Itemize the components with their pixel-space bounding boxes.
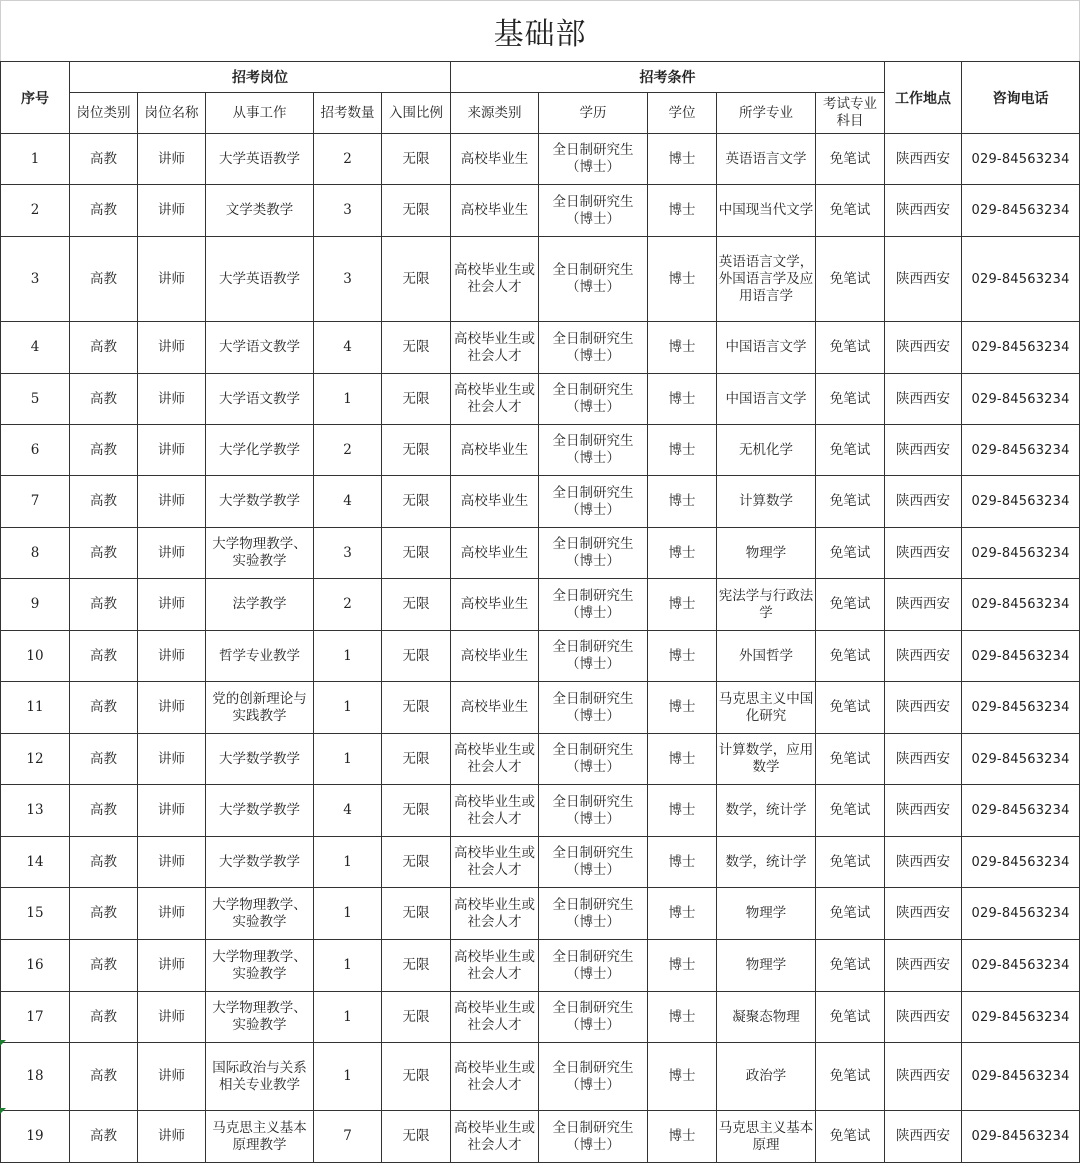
cell-seq: 17 [1,992,70,1043]
cell-ratio: 无限 [382,528,451,579]
cell-count: 4 [314,322,382,374]
cell-degree: 博士 [648,322,717,374]
cell-phone: 029-84563234 [962,1111,1080,1163]
cell-major: 英语语言文学，外国语言学及应用语言学 [717,237,816,322]
cell-phone: 029-84563234 [962,374,1080,425]
cell-post-name: 讲师 [138,837,206,888]
cell-location: 陕西西安 [885,785,962,837]
cell-exam: 免笔试 [816,631,885,682]
cell-count: 7 [314,1111,382,1163]
cell-post-type: 高教 [70,940,138,992]
cell-exam: 免笔试 [816,237,885,322]
cell-seq: 9 [1,579,70,631]
cell-comment-marker [0,1108,6,1114]
cell-degree: 博士 [648,785,717,837]
cell-education: 全日制研究生（博士） [539,185,648,237]
table-row [1,940,1080,992]
cell-education: 全日制研究生（博士） [539,837,648,888]
cell-phone: 029-84563234 [962,185,1080,237]
cell-ratio: 无限 [382,425,451,476]
cell-exam: 免笔试 [816,322,885,374]
cell-exam: 免笔试 [816,888,885,940]
cell-location: 陕西西安 [885,734,962,785]
cell-count: 3 [314,185,382,237]
cell-ratio: 无限 [382,631,451,682]
cell-location: 陕西西安 [885,631,962,682]
cell-ratio: 无限 [382,1043,451,1111]
cell-education: 全日制研究生（博士） [539,322,648,374]
cell-work: 法学教学 [206,579,314,631]
cell-post-name: 讲师 [138,134,206,185]
cell-education: 全日制研究生（博士） [539,682,648,734]
cell-seq: 2 [1,185,70,237]
cell-location: 陕西西安 [885,682,962,734]
cell-degree: 博士 [648,940,717,992]
header-group-conditions: 招考条件 [451,62,885,93]
header-education: 学历 [539,93,648,134]
cell-count: 1 [314,734,382,785]
cell-education: 全日制研究生（博士） [539,374,648,425]
cell-work: 大学数学教学 [206,785,314,837]
cell-work: 国际政治与关系相关专业教学 [206,1043,314,1111]
cell-post-type: 高教 [70,888,138,940]
cell-exam: 免笔试 [816,682,885,734]
table-row [1,476,1080,528]
cell-ratio: 无限 [382,476,451,528]
cell-location: 陕西西安 [885,579,962,631]
cell-degree: 博士 [648,837,717,888]
cell-source: 高校毕业生或社会人才 [451,837,539,888]
cell-work: 哲学专业教学 [206,631,314,682]
cell-education: 全日制研究生（博士） [539,631,648,682]
cell-exam: 免笔试 [816,476,885,528]
cell-major: 宪法学与行政法学 [717,579,816,631]
cell-major: 物理学 [717,888,816,940]
cell-phone: 029-84563234 [962,631,1080,682]
cell-location: 陕西西安 [885,837,962,888]
cell-source: 高校毕业生或社会人才 [451,734,539,785]
cell-post-name: 讲师 [138,888,206,940]
cell-work: 文学类教学 [206,185,314,237]
cell-count: 1 [314,374,382,425]
cell-seq: 14 [1,837,70,888]
cell-post-type: 高教 [70,734,138,785]
cell-post-name: 讲师 [138,425,206,476]
table-row [1,1111,1080,1163]
cell-location: 陕西西安 [885,1043,962,1111]
header-group-post: 招考岗位 [70,62,451,93]
cell-post-name: 讲师 [138,476,206,528]
cell-exam: 免笔试 [816,837,885,888]
cell-phone: 029-84563234 [962,476,1080,528]
cell-count: 3 [314,528,382,579]
cell-post-name: 讲师 [138,374,206,425]
cell-work: 马克思主义基本原理教学 [206,1111,314,1163]
cell-ratio: 无限 [382,940,451,992]
page-title: 基础部 [1,1,1080,62]
cell-source: 高校毕业生或社会人才 [451,888,539,940]
cell-phone: 029-84563234 [962,837,1080,888]
cell-education: 全日制研究生（博士） [539,579,648,631]
cell-count: 1 [314,940,382,992]
header-major: 所学专业 [717,93,816,134]
cell-degree: 博士 [648,1111,717,1163]
table-row [1,425,1080,476]
cell-degree: 博士 [648,1043,717,1111]
cell-count: 4 [314,785,382,837]
cell-degree: 博士 [648,425,717,476]
cell-post-name: 讲师 [138,631,206,682]
cell-post-type: 高教 [70,134,138,185]
table-row [1,631,1080,682]
cell-post-type: 高教 [70,476,138,528]
header-post-type: 岗位类别 [70,93,138,134]
cell-ratio: 无限 [382,682,451,734]
cell-major: 计算数学 [717,476,816,528]
cell-post-type: 高教 [70,992,138,1043]
cell-phone: 029-84563234 [962,425,1080,476]
cell-exam: 免笔试 [816,134,885,185]
cell-count: 1 [314,1043,382,1111]
cell-location: 陕西西安 [885,374,962,425]
cell-degree: 博士 [648,734,717,785]
cell-seq: 19 [1,1111,70,1163]
cell-source: 高校毕业生 [451,528,539,579]
cell-education: 全日制研究生（博士） [539,888,648,940]
cell-degree: 博士 [648,682,717,734]
cell-major: 凝聚态物理 [717,992,816,1043]
cell-degree: 博士 [648,185,717,237]
cell-post-name: 讲师 [138,1043,206,1111]
cell-source: 高校毕业生 [451,476,539,528]
cell-count: 2 [314,425,382,476]
cell-major: 计算数学，应用数学 [717,734,816,785]
cell-education: 全日制研究生（博士） [539,425,648,476]
cell-seq: 8 [1,528,70,579]
cell-exam: 免笔试 [816,185,885,237]
cell-ratio: 无限 [382,1111,451,1163]
cell-work: 大学物理教学、实验教学 [206,940,314,992]
header-seq: 序号 [1,62,70,134]
cell-education: 全日制研究生（博士） [539,992,648,1043]
cell-work: 大学语文教学 [206,374,314,425]
header-ratio: 入围比例 [382,93,451,134]
cell-work: 大学物理教学、实验教学 [206,992,314,1043]
cell-work: 大学英语教学 [206,134,314,185]
cell-phone: 029-84563234 [962,785,1080,837]
table-row [1,1043,1080,1111]
cell-phone: 029-84563234 [962,134,1080,185]
cell-count: 3 [314,237,382,322]
cell-major: 数学，统计学 [717,837,816,888]
table-row [1,185,1080,237]
header-count: 招考数量 [314,93,382,134]
cell-post-type: 高教 [70,425,138,476]
cell-work: 大学数学教学 [206,734,314,785]
cell-education: 全日制研究生（博士） [539,785,648,837]
cell-phone: 029-84563234 [962,682,1080,734]
cell-ratio: 无限 [382,992,451,1043]
table-row [1,528,1080,579]
cell-major: 中国语言文学 [717,322,816,374]
cell-exam: 免笔试 [816,992,885,1043]
cell-education: 全日制研究生（博士） [539,134,648,185]
cell-location: 陕西西安 [885,888,962,940]
cell-post-name: 讲师 [138,528,206,579]
cell-education: 全日制研究生（博士） [539,940,648,992]
cell-seq: 1 [1,134,70,185]
cell-post-name: 讲师 [138,992,206,1043]
cell-seq: 3 [1,237,70,322]
cell-seq: 11 [1,682,70,734]
header-post-name: 岗位名称 [138,93,206,134]
cell-post-type: 高教 [70,322,138,374]
cell-work: 大学物理教学、实验教学 [206,528,314,579]
cell-post-type: 高教 [70,682,138,734]
cell-seq: 18 [1,1043,70,1111]
cell-ratio: 无限 [382,734,451,785]
cell-major: 数学，统计学 [717,785,816,837]
cell-ratio: 无限 [382,374,451,425]
cell-work: 党的创新理论与实践教学 [206,682,314,734]
header-exam: 考试专业科目 [816,93,885,134]
cell-education: 全日制研究生（博士） [539,734,648,785]
cell-exam: 免笔试 [816,734,885,785]
cell-phone: 029-84563234 [962,1043,1080,1111]
cell-major: 外国哲学 [717,631,816,682]
cell-count: 1 [314,631,382,682]
cell-post-name: 讲师 [138,185,206,237]
cell-work: 大学数学教学 [206,476,314,528]
cell-location: 陕西西安 [885,425,962,476]
cell-location: 陕西西安 [885,528,962,579]
cell-exam: 免笔试 [816,528,885,579]
cell-degree: 博士 [648,992,717,1043]
cell-work: 大学化学教学 [206,425,314,476]
cell-education: 全日制研究生（博士） [539,528,648,579]
cell-ratio: 无限 [382,237,451,322]
cell-major: 物理学 [717,940,816,992]
cell-source: 高校毕业生或社会人才 [451,374,539,425]
cell-degree: 博士 [648,528,717,579]
cell-location: 陕西西安 [885,134,962,185]
cell-source: 高校毕业生 [451,185,539,237]
cell-exam: 免笔试 [816,374,885,425]
cell-exam: 免笔试 [816,425,885,476]
cell-post-type: 高教 [70,785,138,837]
cell-post-name: 讲师 [138,1111,206,1163]
cell-source: 高校毕业生 [451,682,539,734]
cell-count: 1 [314,992,382,1043]
cell-post-name: 讲师 [138,579,206,631]
cell-work: 大学数学教学 [206,837,314,888]
cell-post-name: 讲师 [138,322,206,374]
header-phone: 咨询电话 [962,62,1080,134]
cell-post-type: 高教 [70,1043,138,1111]
table-row [1,374,1080,425]
table-row [1,734,1080,785]
cell-count: 1 [314,837,382,888]
header-source: 来源类别 [451,93,539,134]
cell-seq: 15 [1,888,70,940]
cell-ratio: 无限 [382,185,451,237]
cell-source: 高校毕业生 [451,579,539,631]
cell-phone: 029-84563234 [962,734,1080,785]
cell-major: 政治学 [717,1043,816,1111]
cell-seq: 7 [1,476,70,528]
cell-post-name: 讲师 [138,682,206,734]
cell-count: 1 [314,682,382,734]
cell-location: 陕西西安 [885,476,962,528]
table-row [1,837,1080,888]
cell-count: 2 [314,134,382,185]
cell-location: 陕西西安 [885,322,962,374]
cell-work: 大学英语教学 [206,237,314,322]
cell-count: 1 [314,888,382,940]
cell-post-name: 讲师 [138,734,206,785]
cell-phone: 029-84563234 [962,992,1080,1043]
cell-source: 高校毕业生 [451,425,539,476]
cell-education: 全日制研究生（博士） [539,1043,648,1111]
cell-ratio: 无限 [382,888,451,940]
table-row [1,237,1080,322]
cell-post-name: 讲师 [138,785,206,837]
cell-major: 无机化学 [717,425,816,476]
cell-major: 中国现当代文学 [717,185,816,237]
cell-exam: 免笔试 [816,940,885,992]
cell-seq: 13 [1,785,70,837]
cell-seq: 5 [1,374,70,425]
cell-location: 陕西西安 [885,237,962,322]
cell-exam: 免笔试 [816,579,885,631]
cell-degree: 博士 [648,237,717,322]
cell-ratio: 无限 [382,134,451,185]
cell-post-type: 高教 [70,528,138,579]
cell-phone: 029-84563234 [962,940,1080,992]
cell-work: 大学语文教学 [206,322,314,374]
cell-phone: 029-84563234 [962,528,1080,579]
cell-degree: 博士 [648,888,717,940]
cell-education: 全日制研究生（博士） [539,237,648,322]
cell-source: 高校毕业生或社会人才 [451,322,539,374]
cell-phone: 029-84563234 [962,888,1080,940]
table-row [1,579,1080,631]
cell-post-type: 高教 [70,1111,138,1163]
table-row [1,888,1080,940]
cell-post-type: 高教 [70,837,138,888]
cell-post-type: 高教 [70,579,138,631]
cell-phone: 029-84563234 [962,322,1080,374]
cell-degree: 博士 [648,631,717,682]
cell-major: 马克思主义中国化研究 [717,682,816,734]
cell-post-type: 高教 [70,237,138,322]
table-row [1,785,1080,837]
cell-education: 全日制研究生（博士） [539,1111,648,1163]
cell-work: 大学物理教学、实验教学 [206,888,314,940]
cell-exam: 免笔试 [816,1111,885,1163]
cell-seq: 4 [1,322,70,374]
cell-phone: 029-84563234 [962,579,1080,631]
cell-post-type: 高教 [70,631,138,682]
cell-seq: 12 [1,734,70,785]
cell-source: 高校毕业生或社会人才 [451,1043,539,1111]
cell-major: 中国语言文学 [717,374,816,425]
cell-post-type: 高教 [70,374,138,425]
cell-location: 陕西西安 [885,992,962,1043]
cell-seq: 16 [1,940,70,992]
cell-count: 4 [314,476,382,528]
cell-post-name: 讲师 [138,237,206,322]
cell-source: 高校毕业生或社会人才 [451,940,539,992]
cell-degree: 博士 [648,374,717,425]
cell-seq: 10 [1,631,70,682]
header-work: 从事工作 [206,93,314,134]
cell-post-type: 高教 [70,185,138,237]
cell-exam: 免笔试 [816,1043,885,1111]
cell-post-name: 讲师 [138,940,206,992]
table-row [1,992,1080,1043]
cell-location: 陕西西安 [885,185,962,237]
cell-major: 物理学 [717,528,816,579]
table-row [1,134,1080,185]
cell-degree: 博士 [648,134,717,185]
cell-source: 高校毕业生或社会人才 [451,1111,539,1163]
cell-major: 英语语言文学 [717,134,816,185]
header-degree: 学位 [648,93,717,134]
cell-seq: 6 [1,425,70,476]
cell-phone: 029-84563234 [962,237,1080,322]
table-row [1,682,1080,734]
cell-location: 陕西西安 [885,1111,962,1163]
cell-ratio: 无限 [382,579,451,631]
cell-comment-marker [0,1040,6,1046]
cell-ratio: 无限 [382,785,451,837]
cell-count: 2 [314,579,382,631]
cell-source: 高校毕业生 [451,134,539,185]
cell-source: 高校毕业生或社会人才 [451,785,539,837]
header-location: 工作地点 [885,62,962,134]
cell-source: 高校毕业生或社会人才 [451,237,539,322]
table-body [1,134,1080,1163]
table-row [1,322,1080,374]
cell-degree: 博士 [648,579,717,631]
cell-ratio: 无限 [382,322,451,374]
cell-degree: 博士 [648,476,717,528]
cell-source: 高校毕业生 [451,631,539,682]
cell-exam: 免笔试 [816,785,885,837]
cell-source: 高校毕业生或社会人才 [451,992,539,1043]
cell-ratio: 无限 [382,837,451,888]
cell-location: 陕西西安 [885,940,962,992]
cell-major: 马克思主义基本原理 [717,1111,816,1163]
cell-education: 全日制研究生（博士） [539,476,648,528]
